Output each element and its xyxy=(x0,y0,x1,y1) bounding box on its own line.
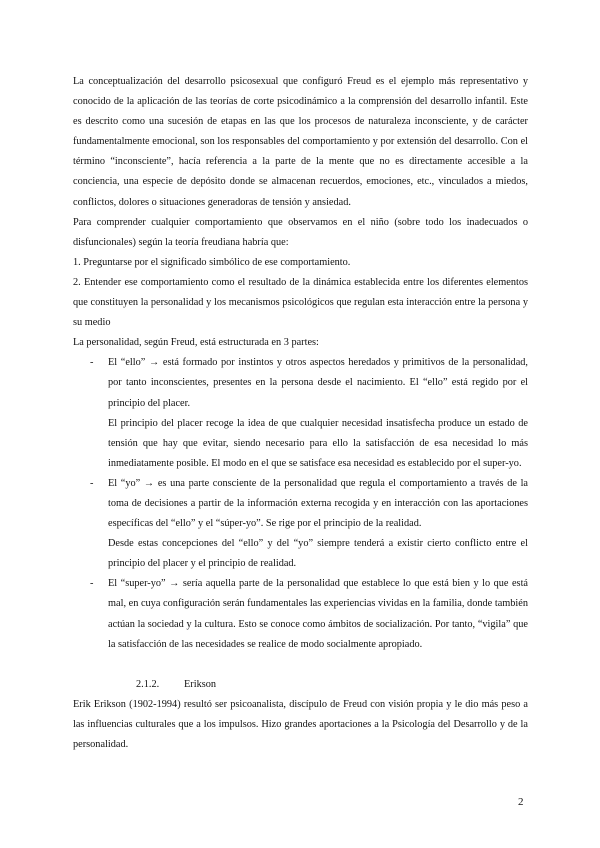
dash-bullet: - xyxy=(90,357,94,369)
list-item-ello xyxy=(73,353,528,474)
page-content xyxy=(73,72,528,755)
list-item-superyo xyxy=(73,574,528,654)
yo-text: El “yo” → es una parte consciente de la personalidad que regula el comportamiento a través de la toma de decisiones a partir de la información externa recogida y en interacción con las aportaciones específicas del “ello” y el “súper-yo”. Se rige por el principio de la realidad. xyxy=(108,477,528,530)
erikson-paragraph: Erik Erikson (1902-1994) resultó ser psicoanalista, discípulo de Freud con visión propia y le dio más peso a las influencias culturales que a los impulsos. Hizo grandes aportaciones a la Psicología del Desarrollo y de la personalidad. xyxy=(73,698,528,750)
comprender-paragraph: Para comprender cualquier comportamiento que observamos en el niño (sobre todo los inadecuados o disfuncionales) según la teoría freudiana habría que: xyxy=(73,216,528,248)
ello-placer-text: El principio del placer recoge la idea de que cualquier necesidad insatisfecha produce un estado de tensión que hay que evitar, siendo necesario para ello la satisfacción de esa necesidad lo más inmediatamente posible. El modo en el que se satisface esa necesidad es establecido por el super-yo. xyxy=(108,417,528,469)
step-1: 1. Preguntarse por el significado simbólico de ese comportamiento. xyxy=(73,256,351,268)
section-number: 2.1.2. xyxy=(136,678,160,690)
dash-bullet: - xyxy=(90,477,94,489)
ello-text: El “ello” → está formado por instintos y otros aspectos heredados y primitivos de la personalidad, por tanto inconscientes, presentes en la persona desde el nacimiento. El “ello” está regido por el principio del placer. xyxy=(108,357,528,409)
page-number: 2 xyxy=(518,796,524,808)
list-item-yo xyxy=(73,474,528,574)
personalidad-paragraph: La personalidad, según Freud, está estructurada en 3 partes: xyxy=(73,337,319,349)
section-title: Erikson xyxy=(184,678,217,690)
superyo-text: El “super-yo” → sería aquella parte de la personalidad que establece lo que está bien y lo que está mal, en cuya configuración serán fundamentales las experiencias vividas en la familia, donde también actúan la sociedad y la cultura. Esto se conoce como ámbitos de socialización. Por tanto, “vigila” que la satisfacción de las necesidades se realice de modo socialmente apropiado. xyxy=(108,578,528,650)
yo-conflict-text: Desde estas concepciones del “ello” y del “yo” siempre tenderá a existir cierto conflicto entre el principio del placer y el principio de realidad. xyxy=(108,538,528,570)
step-2: 2. Entender ese comportamiento como el resultado de la dinámica establecida entre los diferentes elementos que constituyen la personalidad y los mecanismos psicológicos que regulan esta interacción entre la persona y su medio xyxy=(73,276,528,329)
intro-paragraph: La conceptualización del desarrollo psicosexual que configuró Freud es el ejemplo más representativo y conocido de la aplicación de las teorías de corte psicodinámico a la comprensión del desarrollo infantil. Este es descrito como una sucesión de etapas en las que los procesos de naturaleza inconsciente, y de carácter fundamentalmente emocional, son los responsables del comportamiento y por extensión del desarrollo. Con el término “inconsciente”, hacía referencia a la parte de la mente que no es directamente accesible a la conciencia, una especie de depósito donde se almacenan recuerdos, emociones, etc., vinculados a miedos, conflictos, dolores o situaciones generadoras de tensión y ansiedad. xyxy=(73,76,528,208)
dash-bullet: - xyxy=(90,578,94,590)
personality-parts-list xyxy=(73,353,528,654)
section-heading xyxy=(73,675,528,695)
